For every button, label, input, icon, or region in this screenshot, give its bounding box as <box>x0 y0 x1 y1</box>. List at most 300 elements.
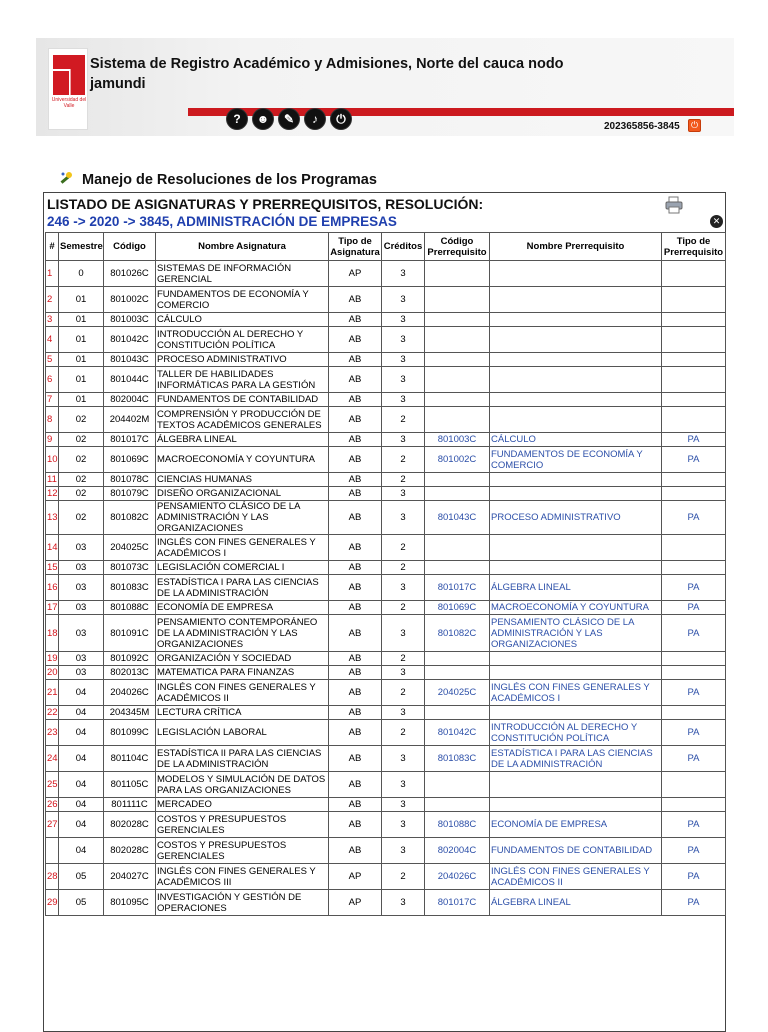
row-credits: 3 <box>382 746 425 772</box>
row-prereq-code[interactable]: 801082C <box>425 615 490 652</box>
row-subject-type: AB <box>329 367 382 393</box>
table-row <box>46 353 726 367</box>
row-code: 204026C <box>104 680 156 706</box>
row-code: 801017C <box>104 433 156 447</box>
row-credits: 3 <box>382 838 425 864</box>
people-icon[interactable]: ☻ <box>252 108 274 130</box>
row-prereq-name <box>490 561 662 575</box>
row-subject-name: FUNDAMENTOS DE CONTABILIDAD <box>156 393 329 407</box>
row-number[interactable]: 26 <box>47 799 58 810</box>
row-prereq-type: PA <box>662 615 726 652</box>
row-prereq-name[interactable]: MACROECONOMÍA Y COYUNTURA <box>490 601 662 615</box>
row-prereq-name <box>490 327 662 353</box>
row-semester: 01 <box>59 287 104 313</box>
row-semester: 04 <box>59 812 104 838</box>
row-prereq-name <box>490 367 662 393</box>
row-number[interactable]: 21 <box>46 680 59 706</box>
table-row <box>46 772 726 798</box>
row-code: 801082C <box>104 501 156 535</box>
row-semester: 03 <box>59 535 104 561</box>
row-code: 801083C <box>104 575 156 601</box>
row-prereq-type <box>662 367 726 393</box>
row-number[interactable]: 29 <box>46 890 59 916</box>
list-title: LISTADO DE ASIGNATURAS Y PRERREQUISITOS, RESOLUCIÓN: <box>47 196 484 212</box>
row-credits: 3 <box>382 615 425 652</box>
row-prereq-code <box>425 772 490 798</box>
table-row <box>46 890 726 916</box>
row-credits: 3 <box>382 433 425 447</box>
row-number[interactable]: 4 <box>46 327 59 353</box>
row-subject-name: PENSAMIENTO CONTEMPORÁNEO DE LA ADMINISTRACIÓN Y LAS ORGANIZACIONES <box>156 615 329 652</box>
list-subtitle: 246 -> 2020 -> 3845, ADMINISTRACIÓN DE EMPRESAS <box>47 214 397 229</box>
row-prereq-name <box>490 287 662 313</box>
row-credits: 3 <box>382 501 425 535</box>
row-prereq-name[interactable]: FUNDAMENTOS DE ECONOMÍA Y COMERCIO <box>490 447 662 473</box>
row-semester: 03 <box>59 561 104 575</box>
row-subject-name: SISTEMAS DE INFORMACIÓN GERENCIAL <box>156 261 329 287</box>
row-code: 801043C <box>104 353 156 367</box>
row-prereq-name <box>490 407 662 433</box>
row-credits: 2 <box>382 407 425 433</box>
row-semester: 04 <box>59 720 104 746</box>
row-prereq-type <box>662 473 726 487</box>
row-number[interactable]: 19 <box>47 653 58 664</box>
row-prereq-type <box>662 706 726 720</box>
row-prereq-name[interactable]: ÁLGEBRA LINEAL <box>490 890 662 916</box>
row-prereq-code[interactable]: 801003C <box>425 433 490 447</box>
row-semester: 04 <box>59 772 104 798</box>
row-number[interactable]: 27 <box>46 812 59 838</box>
row-number[interactable]: 25 <box>46 772 59 798</box>
table-row <box>46 433 726 447</box>
row-code: 801111C <box>104 798 156 812</box>
row-number[interactable]: 3 <box>46 313 59 327</box>
row-number[interactable]: 13 <box>46 501 59 535</box>
row-subject-type: AB <box>329 327 382 353</box>
row-code: 204027C <box>104 864 156 890</box>
row-number[interactable]: 15 <box>47 562 58 573</box>
logout-icon[interactable]: ⏻ <box>688 119 701 132</box>
row-code: 801105C <box>104 772 156 798</box>
row-prereq-type: PA <box>662 890 726 916</box>
row-prereq-name[interactable]: ESTADÍSTICA I PARA LAS CIENCIAS DE LA ADMINISTRACIÓN <box>490 746 662 772</box>
table-row <box>46 666 726 680</box>
row-number[interactable]: 1 <box>46 261 59 287</box>
print-icon[interactable] <box>665 196 683 214</box>
row-credits: 3 <box>382 706 425 720</box>
row-subject-type: AB <box>329 652 382 666</box>
row-semester: 03 <box>59 666 104 680</box>
table-row <box>46 680 726 706</box>
row-subject-type: AB <box>329 772 382 798</box>
table-row <box>46 407 726 433</box>
row-credits: 3 <box>382 393 425 407</box>
row-number[interactable]: 22 <box>47 707 58 718</box>
table-row <box>46 447 726 473</box>
tools-icon[interactable]: ✎ <box>278 108 300 130</box>
wand-icon <box>58 171 74 187</box>
section-title: Manejo de Resoluciones de los Programas <box>82 172 377 188</box>
row-prereq-code <box>425 652 490 666</box>
row-prereq-type: PA <box>662 680 726 706</box>
row-prereq-type: PA <box>662 864 726 890</box>
row-prereq-name <box>490 473 662 487</box>
row-prereq-code[interactable]: 801002C <box>425 447 490 473</box>
table-row <box>46 812 726 838</box>
row-credits: 3 <box>382 261 425 287</box>
row-semester: 03 <box>59 601 104 615</box>
row-prereq-name[interactable]: PROCESO ADMINISTRATIVO <box>490 501 662 535</box>
row-prereq-name[interactable]: INTRODUCCIÓN AL DERECHO Y CONSTITUCIÓN POLÍTICA <box>490 720 662 746</box>
table-row <box>46 864 726 890</box>
row-code: 801088C <box>104 601 156 615</box>
table-header-row <box>46 233 726 261</box>
row-subject-type: AB <box>329 447 382 473</box>
row-semester: 03 <box>59 575 104 601</box>
row-number[interactable]: 9 <box>46 433 59 447</box>
row-prereq-type <box>662 407 726 433</box>
col-codigo-prerrequisito: Código Prerrequisito <box>425 233 490 261</box>
row-number[interactable]: 28 <box>46 864 59 890</box>
row-prereq-name <box>490 261 662 287</box>
row-subject-type: AB <box>329 680 382 706</box>
row-code: 801091C <box>104 615 156 652</box>
table-row <box>46 838 726 864</box>
row-subject-name: LEGISLACIÓN LABORAL <box>156 720 329 746</box>
row-prereq-type <box>662 487 726 501</box>
table-row <box>46 287 726 313</box>
row-semester: 04 <box>59 746 104 772</box>
row-prereq-type <box>662 666 726 680</box>
row-prereq-code[interactable]: 801088C <box>425 812 490 838</box>
row-prereq-code <box>425 287 490 313</box>
row-number <box>46 838 59 864</box>
row-prereq-code[interactable]: 802004C <box>425 838 490 864</box>
close-icon[interactable]: ✕ <box>710 215 723 228</box>
row-subject-name: PENSAMIENTO CLÁSICO DE LA ADMINISTRACIÓN Y LAS ORGANIZACIONES <box>156 501 329 535</box>
row-subject-name: MATEMATICA PARA FINANZAS <box>156 666 329 680</box>
col-tipo-asignatura: Tipo de Asignatura <box>329 233 382 261</box>
row-prereq-code <box>425 261 490 287</box>
row-subject-name: MODELOS Y SIMULACIÓN DE DATOS PARA LAS ORGANIZACIONES <box>156 772 329 798</box>
logo-mark-lower <box>53 71 69 95</box>
row-number[interactable]: 17 <box>47 602 58 613</box>
row-prereq-name[interactable]: INGLÉS CON FINES GENERALES Y ACADÉMICOS I <box>490 680 662 706</box>
row-subject-type: AB <box>329 575 382 601</box>
row-subject-type: AB <box>329 838 382 864</box>
row-prereq-type: PA <box>662 447 726 473</box>
row-code: 204402M <box>104 407 156 433</box>
row-number[interactable]: 11 <box>47 474 57 485</box>
row-subject-type: AB <box>329 487 382 501</box>
row-semester: 03 <box>59 652 104 666</box>
col-num: # <box>46 233 59 261</box>
row-prereq-type <box>662 798 726 812</box>
col-tipo-prerrequisito: Tipo de Prerrequisito <box>662 233 726 261</box>
row-number[interactable]: 14 <box>46 535 59 561</box>
row-credits: 3 <box>382 890 425 916</box>
row-code: 801042C <box>104 327 156 353</box>
row-number[interactable]: 20 <box>47 667 58 678</box>
row-semester: 03 <box>59 615 104 652</box>
row-prereq-name <box>490 535 662 561</box>
row-prereq-type <box>662 561 726 575</box>
row-number[interactable]: 10 <box>46 447 59 473</box>
row-subject-name: INGLÉS CON FINES GENERALES Y ACADÉMICOS III <box>156 864 329 890</box>
table-row <box>46 487 726 501</box>
row-semester: 01 <box>59 367 104 393</box>
row-subject-name: COSTOS Y PRESUPUESTOS GERENCIALES <box>156 812 329 838</box>
row-semester: 02 <box>59 447 104 473</box>
row-credits: 2 <box>382 680 425 706</box>
row-subject-name: INVESTIGACIÓN Y GESTIÓN DE OPERACIONES <box>156 890 329 916</box>
table-row <box>46 798 726 812</box>
row-subject-type: AB <box>329 798 382 812</box>
row-semester: 05 <box>59 890 104 916</box>
row-subject-name: LECTURA CRÍTICA <box>156 706 329 720</box>
row-number[interactable]: 8 <box>46 407 59 433</box>
row-credits: 2 <box>382 473 425 487</box>
row-prereq-name <box>490 313 662 327</box>
audio-icon[interactable]: ♪ <box>304 108 326 130</box>
row-semester: 04 <box>59 706 104 720</box>
table-row <box>46 313 726 327</box>
row-subject-name: COSTOS Y PRESUPUESTOS GERENCIALES <box>156 838 329 864</box>
row-prereq-code[interactable]: 204026C <box>425 864 490 890</box>
row-prereq-name[interactable]: ÁLGEBRA LINEAL <box>490 575 662 601</box>
row-prereq-code <box>425 353 490 367</box>
table-row <box>46 601 726 615</box>
row-subject-type: AP <box>329 890 382 916</box>
row-semester: 04 <box>59 680 104 706</box>
row-semester: 02 <box>59 433 104 447</box>
row-prereq-name[interactable]: PENSAMIENTO CLÁSICO DE LA ADMINISTRACIÓN Y LAS ORGANIZACIONES <box>490 615 662 652</box>
row-semester: 02 <box>59 473 104 487</box>
row-prereq-type: PA <box>662 838 726 864</box>
row-subject-type: AB <box>329 720 382 746</box>
row-prereq-name <box>490 798 662 812</box>
row-prereq-code[interactable]: 801083C <box>425 746 490 772</box>
row-prereq-code <box>425 535 490 561</box>
row-subject-name: ECONOMÍA DE EMPRESA <box>156 601 329 615</box>
row-code: 801003C <box>104 313 156 327</box>
col-creditos: Créditos <box>382 233 425 261</box>
row-code: 801095C <box>104 890 156 916</box>
row-credits: 3 <box>382 812 425 838</box>
row-subject-name: ESTADÍSTICA II PARA LAS CIENCIAS DE LA ADMINISTRACIÓN <box>156 746 329 772</box>
row-prereq-type: PA <box>662 575 726 601</box>
row-prereq-code <box>425 407 490 433</box>
logo-text: Universidad del Valle <box>51 97 87 109</box>
row-subject-type: AB <box>329 313 382 327</box>
row-prereq-name <box>490 666 662 680</box>
row-subject-type: AB <box>329 666 382 680</box>
row-prereq-code[interactable]: 801069C <box>425 601 490 615</box>
table-row <box>46 561 726 575</box>
row-prereq-type: PA <box>662 812 726 838</box>
row-prereq-name[interactable]: ECONOMÍA DE EMPRESA <box>490 812 662 838</box>
row-number[interactable]: 24 <box>46 746 59 772</box>
row-semester: 02 <box>59 487 104 501</box>
row-subject-type: AB <box>329 393 382 407</box>
row-prereq-code <box>425 473 490 487</box>
row-credits: 3 <box>382 367 425 393</box>
row-prereq-code[interactable]: 801043C <box>425 501 490 535</box>
subjects-table <box>45 232 726 916</box>
row-subject-name: ESTADÍSTICA I PARA LAS CIENCIAS DE LA ADMINISTRACIÓN <box>156 575 329 601</box>
row-prereq-code <box>425 367 490 393</box>
row-credits: 2 <box>382 720 425 746</box>
row-prereq-type: PA <box>662 746 726 772</box>
row-code: 801002C <box>104 287 156 313</box>
row-prereq-code <box>425 666 490 680</box>
row-semester: 01 <box>59 353 104 367</box>
row-code: 801092C <box>104 652 156 666</box>
row-semester: 02 <box>59 501 104 535</box>
row-credits: 3 <box>382 313 425 327</box>
row-code: 802028C <box>104 812 156 838</box>
row-prereq-code[interactable]: 204025C <box>425 680 490 706</box>
row-prereq-type: PA <box>662 601 726 615</box>
resolution-panel <box>43 192 726 1032</box>
row-code: 801069C <box>104 447 156 473</box>
row-credits: 2 <box>382 535 425 561</box>
row-credits: 3 <box>382 575 425 601</box>
row-prereq-type <box>662 313 726 327</box>
row-subject-type: AB <box>329 353 382 367</box>
row-prereq-name <box>490 353 662 367</box>
row-credits: 2 <box>382 652 425 666</box>
row-prereq-name[interactable]: FUNDAMENTOS DE CONTABILIDAD <box>490 838 662 864</box>
row-number[interactable]: 5 <box>46 353 59 367</box>
row-credits: 2 <box>382 864 425 890</box>
table-row <box>46 706 726 720</box>
row-subject-name: MERCADEO <box>156 798 329 812</box>
table-row <box>46 367 726 393</box>
row-prereq-type: PA <box>662 720 726 746</box>
table-row <box>46 261 726 287</box>
row-credits: 3 <box>382 487 425 501</box>
row-subject-type: AB <box>329 615 382 652</box>
row-credits: 2 <box>382 447 425 473</box>
row-subject-name: PROCESO ADMINISTRATIVO <box>156 353 329 367</box>
row-subject-type: AB <box>329 433 382 447</box>
row-code: 204345M <box>104 706 156 720</box>
row-prereq-type: PA <box>662 433 726 447</box>
row-code: 801104C <box>104 746 156 772</box>
row-credits: 3 <box>382 798 425 812</box>
row-subject-name: TALLER DE HABILIDADES INFORMÁTICAS PARA LA GESTIÓN <box>156 367 329 393</box>
row-prereq-code <box>425 561 490 575</box>
table-row <box>46 393 726 407</box>
row-prereq-code <box>425 706 490 720</box>
row-subject-name: MACROECONOMÍA Y COYUNTURA <box>156 447 329 473</box>
row-number[interactable]: 18 <box>46 615 59 652</box>
table-row <box>46 473 726 487</box>
row-prereq-type <box>662 327 726 353</box>
row-code: 204025C <box>104 535 156 561</box>
row-code: 801026C <box>104 261 156 287</box>
row-number[interactable]: 6 <box>46 367 59 393</box>
row-code: 802028C <box>104 838 156 864</box>
power-icon[interactable]: ⏻ <box>330 108 352 130</box>
row-prereq-name[interactable]: INGLÉS CON FINES GENERALES Y ACADÉMICOS II <box>490 864 662 890</box>
help-icon[interactable]: ? <box>226 108 248 130</box>
row-semester: 01 <box>59 327 104 353</box>
row-subject-type: AB <box>329 407 382 433</box>
row-subject-type: AB <box>329 501 382 535</box>
row-prereq-code <box>425 393 490 407</box>
row-prereq-code[interactable]: 801017C <box>425 575 490 601</box>
row-subject-name: INGLÉS CON FINES GENERALES Y ACADÉMICOS I <box>156 535 329 561</box>
row-subject-type: AB <box>329 473 382 487</box>
row-subject-name: INTRODUCCIÓN AL DERECHO Y CONSTITUCIÓN POLÍTICA <box>156 327 329 353</box>
row-credits: 3 <box>382 353 425 367</box>
row-prereq-code <box>425 313 490 327</box>
row-subject-type: AB <box>329 287 382 313</box>
row-subject-type: AB <box>329 601 382 615</box>
row-prereq-type <box>662 652 726 666</box>
row-number[interactable]: 2 <box>46 287 59 313</box>
row-semester: 01 <box>59 313 104 327</box>
table-row <box>46 575 726 601</box>
row-prereq-code[interactable]: 801017C <box>425 890 490 916</box>
col-semestre: Semestre <box>59 233 104 261</box>
row-subject-type: AB <box>329 812 382 838</box>
row-code: 801099C <box>104 720 156 746</box>
row-semester: 04 <box>59 838 104 864</box>
row-number[interactable]: 23 <box>46 720 59 746</box>
row-prereq-name[interactable]: CÁLCULO <box>490 433 662 447</box>
row-credits: 3 <box>382 666 425 680</box>
row-subject-name: FUNDAMENTOS DE ECONOMÍA Y COMERCIO <box>156 287 329 313</box>
row-prereq-type: PA <box>662 501 726 535</box>
row-credits: 2 <box>382 601 425 615</box>
row-prereq-type <box>662 287 726 313</box>
row-code: 802004C <box>104 393 156 407</box>
row-prereq-name <box>490 652 662 666</box>
row-prereq-type <box>662 535 726 561</box>
row-number[interactable]: 12 <box>47 488 58 499</box>
row-prereq-name <box>490 706 662 720</box>
system-title: Sistema de Registro Académico y Admisiones, Norte del cauca nodo jamundi <box>90 56 564 92</box>
nav-icon-bar <box>226 108 352 132</box>
row-semester: 05 <box>59 864 104 890</box>
row-subject-type: AB <box>329 706 382 720</box>
row-subject-name: ÁLGEBRA LINEAL <box>156 433 329 447</box>
row-subject-name: COMPRENSIÓN Y PRODUCCIÓN DE TEXTOS ACADÉMICOS GENERALES <box>156 407 329 433</box>
col-nombre-prerrequisito: Nombre Prerrequisito <box>490 233 662 261</box>
row-semester: 0 <box>59 261 104 287</box>
row-number[interactable]: 16 <box>46 575 59 601</box>
row-subject-type: AB <box>329 561 382 575</box>
row-prereq-type <box>662 393 726 407</box>
row-prereq-code[interactable]: 801042C <box>425 720 490 746</box>
row-subject-name: CIENCIAS HUMANAS <box>156 473 329 487</box>
row-subject-name: CÁLCULO <box>156 313 329 327</box>
table-row <box>46 327 726 353</box>
col-nombre-asignatura: Nombre Asignatura <box>156 233 329 261</box>
row-prereq-type <box>662 261 726 287</box>
row-prereq-name <box>490 393 662 407</box>
row-prereq-code <box>425 327 490 353</box>
row-number[interactable]: 7 <box>46 393 59 407</box>
row-prereq-type <box>662 353 726 367</box>
row-subject-name: INGLÉS CON FINES GENERALES Y ACADÉMICOS II <box>156 680 329 706</box>
col-codigo: Código <box>104 233 156 261</box>
row-prereq-code <box>425 798 490 812</box>
row-subject-name: DISEÑO ORGANIZACIONAL <box>156 487 329 501</box>
